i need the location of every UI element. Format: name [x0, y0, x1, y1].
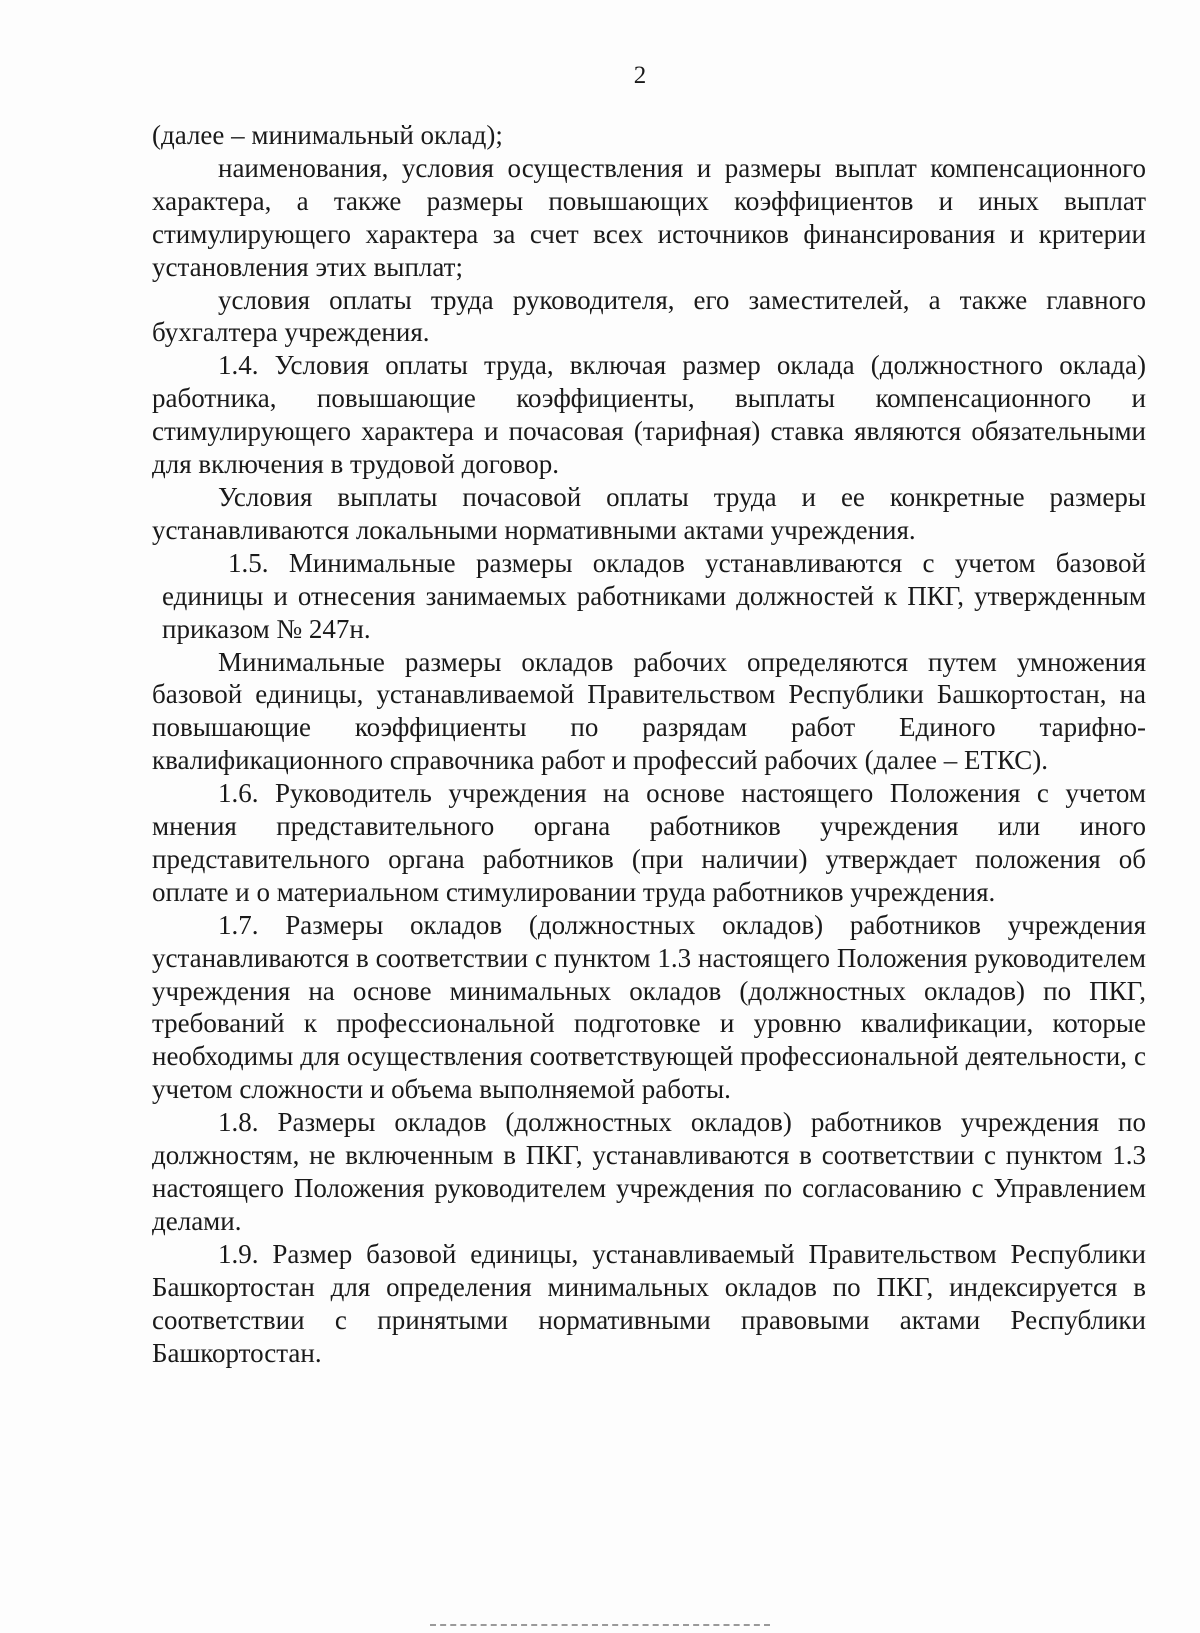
document-body: [152, 119, 1146, 1369]
paragraph-1-7: 1.7. Размеры окладов (должностных окладов) работников учреждения устанавливаются в соответствии с пунктом 1.3 настоящего Положения руководителем учреждения на основе минимальных окладов (должностных окладов) по ПКГ, требований к профессиональной подготовке и уровню квалификации, которые необходимы для осуществления соответствующей профессиональной деятельности, с учетом сложности и объема выполняемой работы.: [152, 909, 1146, 1105]
paragraph-hourly-pay: Условия выплаты почасовой оплаты труда и ее конкретные размеры устанавливаются локальными нормативными актами учреждения.: [152, 481, 1146, 545]
paragraph-compensation-payments: наименования, условия осуществления и размеры выплат компенсационного характера, а также размеры повышающих коэффициентов и иных выплат стимулирующего характера за счет всех источников финансирования и критерии установления этих выплат;: [152, 152, 1146, 282]
paragraph-1-5: 1.5. Минимальные размеры окладов устанавливаются с учетом базовой единицы и отнесения занимаемых работниками должностей к ПКГ, утвержденным приказом № 247н.: [162, 547, 1146, 644]
paragraph-workers-salaries: Минимальные размеры окладов рабочих определяются путем умножения базовой единицы, устанавливаемой Правительством Республики Башкортостан, на повышающие коэффициенты по разрядам работ Единого тарифно-квалификационного справочника работ и профессий рабочих (далее – ЕТКС).: [152, 646, 1146, 776]
paragraph-management-pay: условия оплаты труда руководителя, его заместителей, а также главного бухгалтера учреждения.: [152, 284, 1146, 348]
paragraph-1-9: 1.9. Размер базовой единицы, устанавливаемый Правительством Республики Башкортостан для определения минимальных окладов по ПКГ, индексируется в соответствии с принятыми нормативными правовыми актами Республики Башкортостан.: [152, 1238, 1146, 1368]
paragraph-1-8: 1.8. Размеры окладов (должностных окладов) работников учреждения по должностям, не включенным в ПКГ, устанавливаются в соответствии с пунктом 1.3 настоящего Положения руководителем учреждения по согласованию с Управлением делами.: [152, 1107, 1146, 1236]
paragraph-1-6: 1.6. Руководитель учреждения на основе настоящего Положения с учетом мнения представительного органа работников учреждения или иного представительного органа работников (при наличии) утверждает положения об оплате и о материальном стимулировании труда работников учреждения.: [152, 778, 1146, 907]
page-number: 2: [633, 62, 647, 89]
paragraph-1-4: 1.4. Условия оплаты труда, включая размер оклада (должностного оклада) работника, повышающие коэффициенты, выплаты компенсационного и стимулирующего характера и почасовая (тарифная) ставка являются обязательными для включения в трудовой договор.: [152, 350, 1146, 480]
paragraph-minimal-salary-continuation: (далее – минимальный оклад);: [152, 120, 503, 150]
scan-edge-mark: [430, 1624, 770, 1632]
